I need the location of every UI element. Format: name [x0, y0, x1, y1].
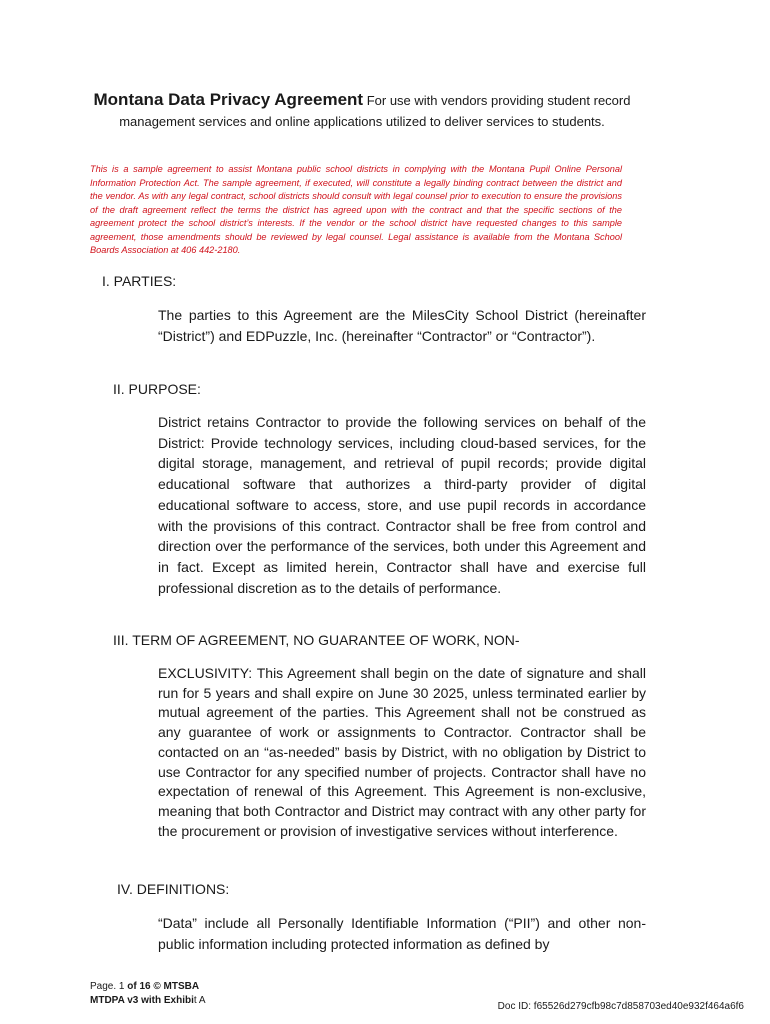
document-title-block: [92, 89, 632, 132]
document-id: Doc ID: f65526d279cfb98c7d858703ed40e932f464a6f6: [497, 1001, 744, 1012]
section-body-term: EXCLUSIVITY: This Agreement shall begin on the date of signature and shall run for 5 years and shall expire on June 30 2025, unless terminated earlier by mutual agreement of the parties. This Agreement shall not be construed as any guarantee of work or assignments to Contractor. Contractor shall be contacted on an “as-needed” basis by District, with no obligation by District to use Contractor for any specified number of projects. Contractor shall have no expectation of renewal of this Agreement. This Agreement is non-exclusive, meaning that both Contractor and District may contract with any other party for the procurement or provision of investigative services without interference.: [158, 665, 646, 839]
footer-version: MTDPA v3 with Exhibit A: [90, 995, 206, 1006]
sample-agreement-notice: This is a sample agreement to assist Montana public school districts in complying with the Montana Pupil Online Personal Information Protection Act. The sample agreement, if executed, will constitute a legally binding contract between the district and the vendor. As with any legal contract, school districts should consult with legal counsel prior to execution to ensure the provisions of the draft agreement reflect the terms the district has agreed upon with the contract and that the specific sections of the agreement protect the school district’s interests. If the vendor or the school district have requested changes to this sample agreement, those amendments should be reviewed by legal counsel. Legal assistance is available from the Montana School Boards Association at 406 442-2180.: [90, 164, 622, 255]
document-title: Montana Data Privacy Agreement: [93, 90, 364, 109]
section-heading-purpose: II. PURPOSE:: [113, 381, 201, 397]
section-body-purpose: District retains Contractor to provide the following services on behalf of the District: Provide technology services, including cloud-based services, for the digital storage, management, and retrieval of pupil records; provide digital educational software that authorizes a third-party provider of digital educational software to access, store, and use pupil records in accordance with the provisions of this contract. Contractor shall be free from control and direction over the performance of the services, both under this Agreement and in fact. Except as limited herein, Contractor shall have and exercise full professional discretion as to the details of performance.: [158, 414, 646, 596]
section-body-definitions: “Data” include all Personally Identifiable Information (“PII”) and other non-public information including protected information as defined by: [158, 915, 646, 952]
page-footer: [90, 980, 206, 1008]
document-subtitle: For use with vendors providing student record management services and online applications utilized to deliver services to students.: [119, 93, 631, 129]
section-body-parties: The parties to this Agreement are the MilesCity School District (hereinafter “District”) and EDPuzzle, Inc. (hereinafter “Contractor” or “Contractor”).: [158, 307, 646, 344]
section-heading-term: III. TERM OF AGREEMENT, NO GUARANTEE OF WORK, NON-: [113, 632, 520, 648]
section-heading-definitions: IV. DEFINITIONS:: [117, 881, 230, 897]
section-heading-parties: I. PARTIES:: [102, 273, 177, 289]
footer-page-number: Page. 1 of 16 © MTSBA: [90, 981, 200, 992]
